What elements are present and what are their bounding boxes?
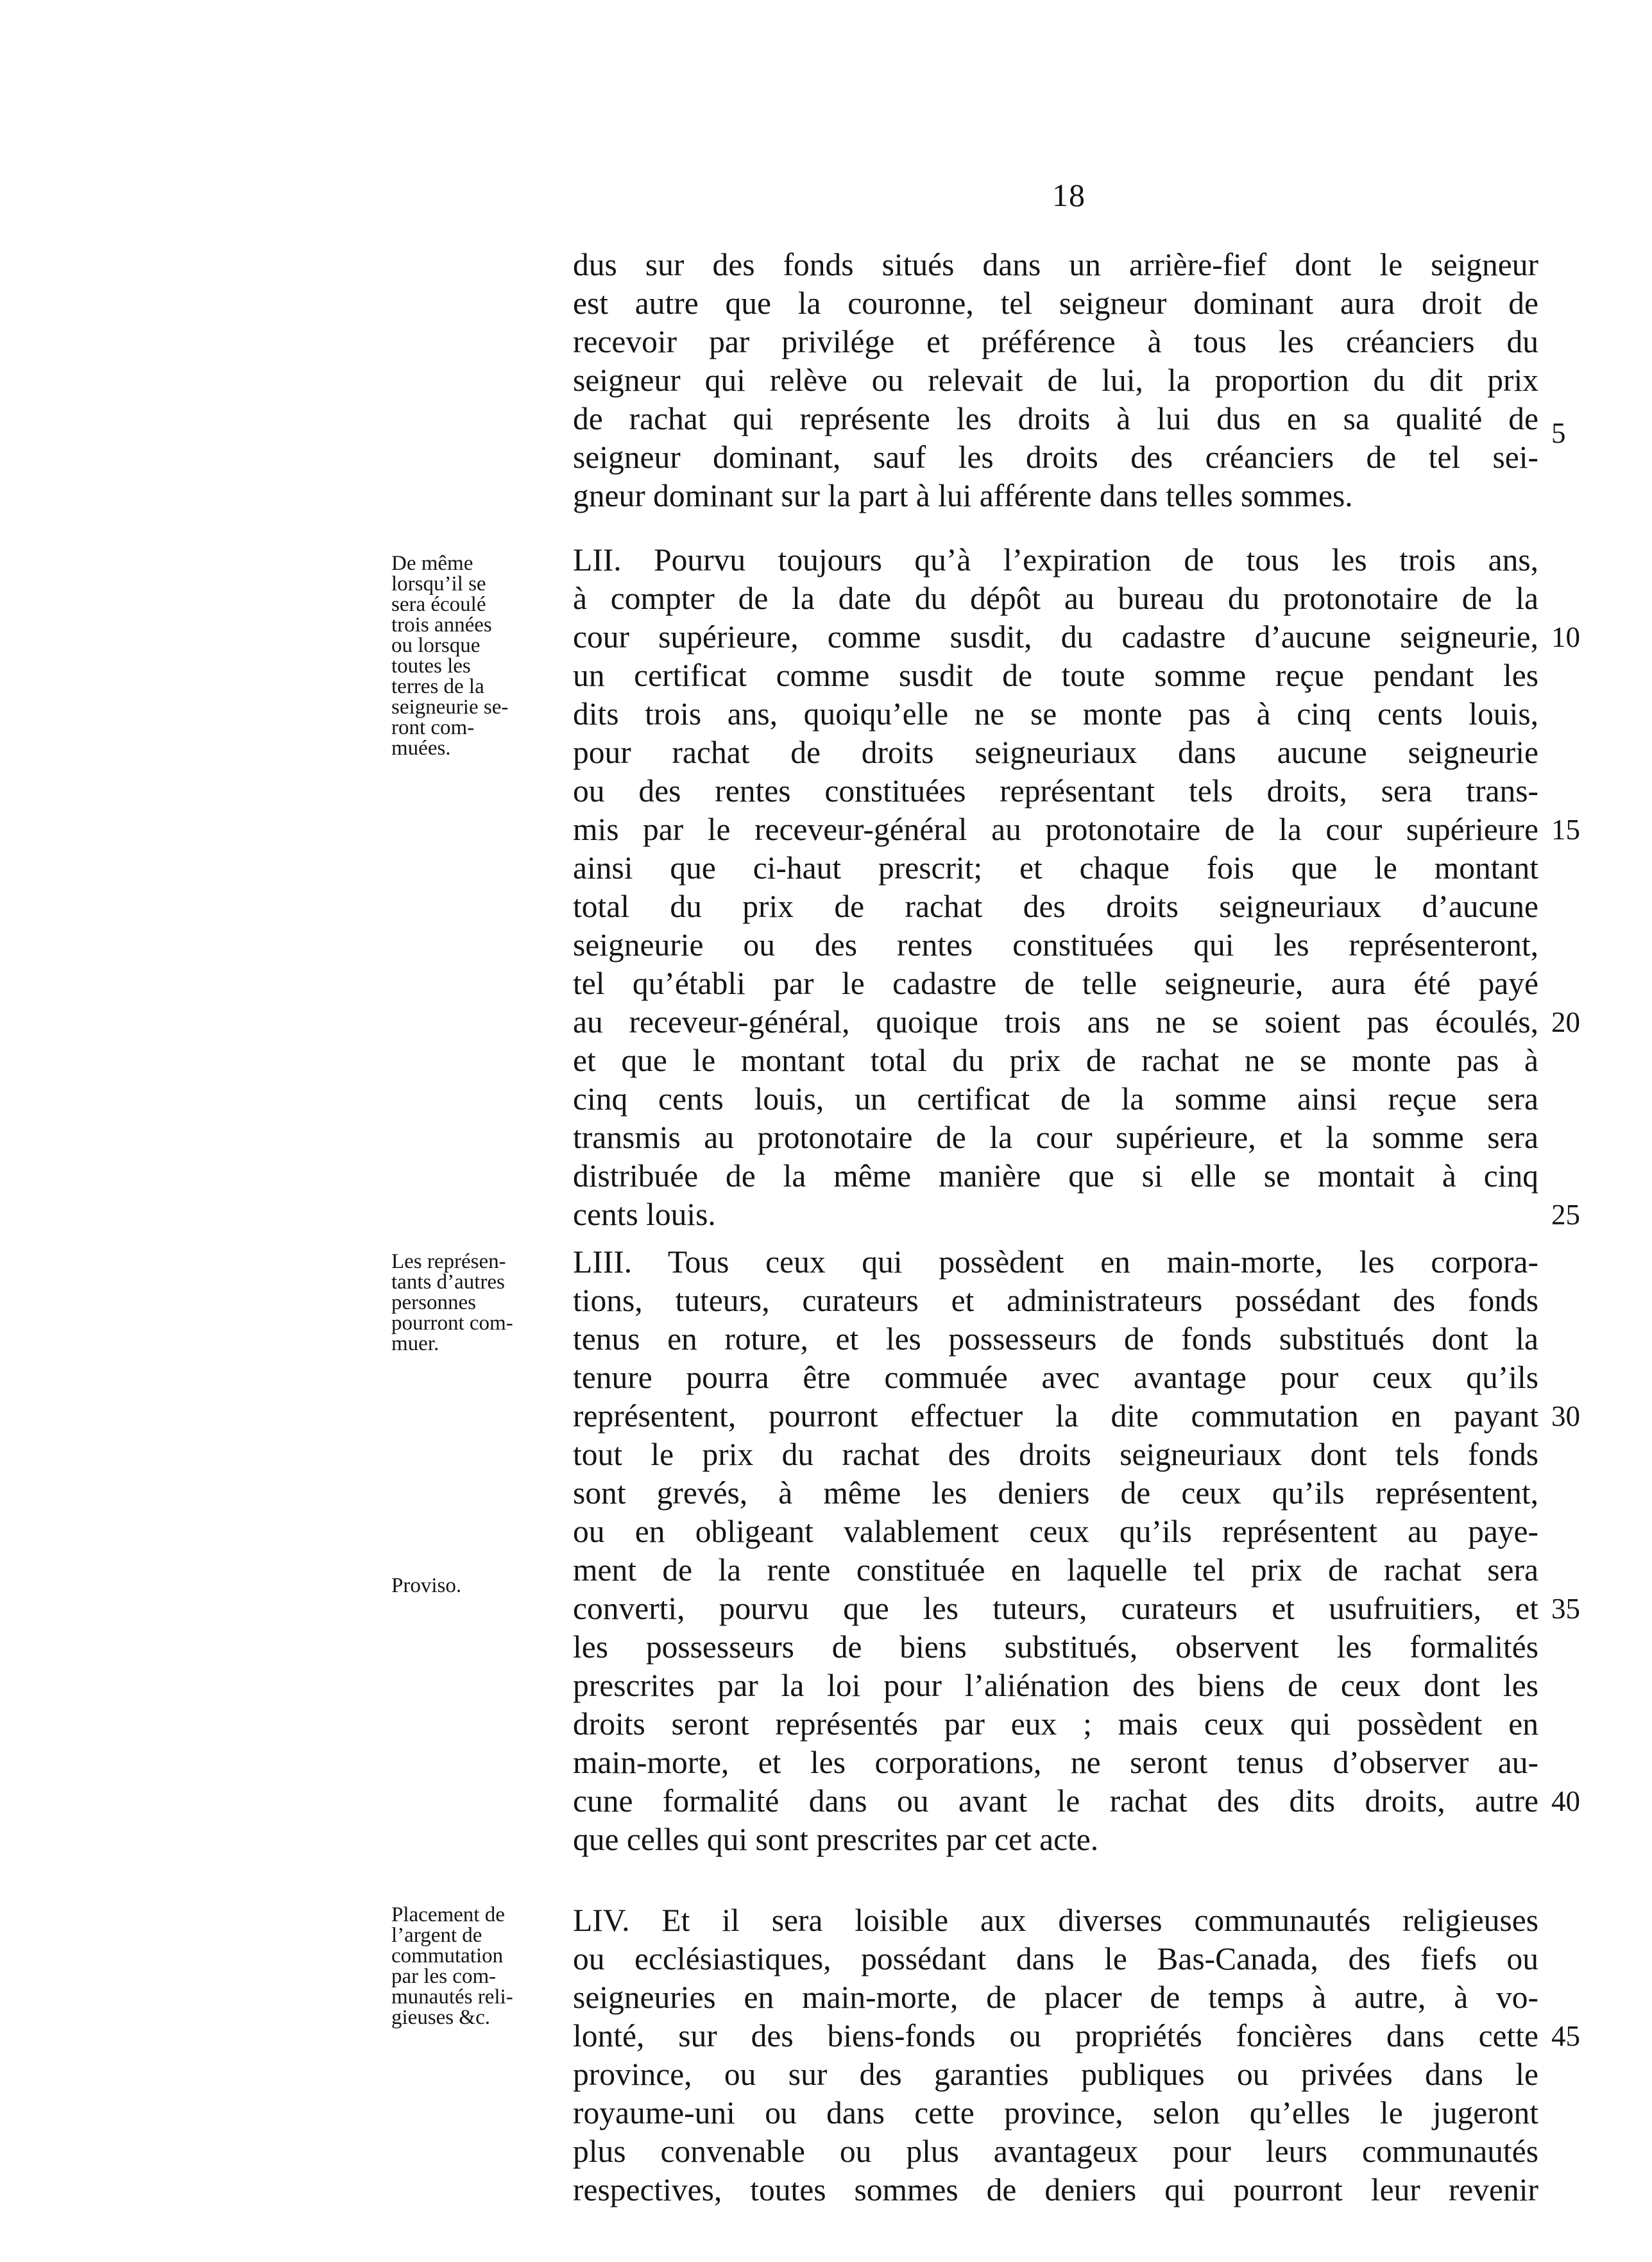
section-heading-line: LII. Pourvu toujours qu’à l’expiration de tous les trois ans, (573, 542, 1538, 578)
margin-note-line: commutation (391, 1944, 504, 1967)
text-line: est autre que la couronne, tel seigneur dominant aura droit de (573, 286, 1538, 321)
margin-note-line: muées. (391, 737, 451, 760)
margin-note-line: trois années (391, 613, 492, 637)
line-number: 10 (1551, 621, 1580, 653)
line-number: 40 (1551, 1785, 1580, 1817)
text-line: et que le montant total du prix de rachat ne se monte pas à (573, 1043, 1538, 1078)
text-line: droits seront représentés par eux ; mais ceux qui possèdent en (573, 1706, 1538, 1742)
section-heading-line: LIV. Et il sera loisible aux diverses communautés religieuses (573, 1903, 1538, 1938)
margin-note-line: par les com- (391, 1965, 497, 1988)
text-line: province, ou sur des garanties publiques ou privées dans le (573, 2057, 1538, 2092)
section-liii (573, 1243, 1538, 1859)
text-line: distribuée de la même manière que si elle se montait à cinq (573, 1158, 1538, 1194)
text-line: sont grevés, à même les deniers de ceux qu’ils représentent, (573, 1475, 1538, 1511)
margin-note-line: Placement de (391, 1903, 505, 1926)
text-line: cune formalité dans ou avant le rachat des dits droits, autre (573, 1783, 1538, 1819)
line-number: 35 (1551, 1593, 1580, 1625)
line-number: 15 (1551, 814, 1580, 846)
margin-note-line: tants d’autres (391, 1271, 505, 1294)
text-line: ment de la rente constituée en laquelle tel prix de rachat sera (573, 1552, 1538, 1588)
text-line: les possesseurs de biens substitués, observent les formalités (573, 1629, 1538, 1665)
paragraph-continuation (573, 246, 1538, 515)
text-line: représentent, pourront effectuer la dite commutation en payant (573, 1398, 1538, 1434)
text-line: tout le prix du rachat des droits seigneuriaux dont tels fonds (573, 1437, 1538, 1472)
text-line: ainsi que ci-haut prescrit; et chaque fois que le montant (573, 850, 1538, 886)
text-line: tenus en roture, et les possesseurs de fonds substitués dont la (573, 1321, 1538, 1357)
line-number: 20 (1551, 1006, 1580, 1038)
text-line: que celles qui sont prescrites par cet acte. (573, 1822, 1099, 1857)
margin-note-line: terres de la (391, 675, 484, 698)
margin-note-liv (391, 1905, 558, 2028)
text-line: transmis au protonotaire de la cour supérieure, et la somme sera (573, 1120, 1538, 1155)
line-number: 5 (1551, 417, 1566, 449)
margin-note-line: ront com- (391, 716, 475, 739)
text-line: main-morte, et les corporations, ne seront tenus d’observer au- (573, 1745, 1538, 1780)
margin-note-line: Les représen- (391, 1250, 506, 1273)
margin-note-line: personnes (391, 1291, 476, 1314)
text-line: seigneur dominant, sauf les droits des créanciers de tel sei- (573, 440, 1538, 475)
text-line: pour rachat de droits seigneuriaux dans aucune seigneurie (573, 735, 1538, 770)
page-number: 18 (1052, 177, 1086, 213)
text-line: converti, pourvu que les tuteurs, curateurs et usufruitiers, et (573, 1591, 1538, 1626)
text-line: seigneuries en main-morte, de placer de temps à autre, à vo- (573, 1980, 1538, 2015)
text-line: cents louis. (573, 1197, 716, 1232)
text-line: tions, tuteurs, curateurs et administrateurs possédant des fonds (573, 1283, 1538, 1318)
section-heading-line: LIII. Tous ceux qui possèdent en main-morte, les corpora- (573, 1244, 1538, 1280)
section-lii (573, 541, 1538, 1234)
text-line: un certificat comme susdit de toute somme reçue pendant les (573, 658, 1538, 693)
margin-note-proviso (391, 1575, 558, 1596)
text-line: au receveur-général, quoique trois ans ne se soient pas écoulés, (573, 1004, 1538, 1040)
text-line: total du prix de rachat des droits seigneuriaux d’aucune (573, 889, 1538, 924)
text-line: seigneurie ou des rentes constituées qui les représenteront, (573, 927, 1538, 963)
text-line: de rachat qui représente les droits à lui dus en sa qualité de (573, 401, 1538, 436)
text-line: prescrites par la loi pour l’aliénation des biens de ceux dont les (573, 1668, 1538, 1703)
text-line: dus sur des fonds situés dans un arrière-fief dont le seigneur (573, 247, 1538, 282)
margin-note-line: Proviso. (391, 1574, 462, 1597)
text-line: tenure pourra être commuée avec avantage pour ceux qu’ils (573, 1360, 1538, 1395)
text-line: cinq cents louis, un certificat de la somme ainsi reçue sera (573, 1081, 1538, 1117)
margin-note-line: l’argent de (391, 1924, 482, 1947)
text-line: dits trois ans, quoiqu’elle ne se monte pas à cinq cents louis, (573, 696, 1538, 732)
line-number: 25 (1551, 1199, 1580, 1231)
text-line: tel qu’établi par le cadastre de telle seigneurie, aura été payé (573, 966, 1538, 1001)
text-line: royaume-uni ou dans cette province, selon qu’elles le jugeront (573, 2095, 1538, 2130)
text-line: recevoir par privilége et préférence à tous les créanciers du (573, 324, 1538, 359)
margin-note-line: munautés reli- (391, 1985, 513, 2009)
text-line: ou en obligeant valablement ceux qu’ils représentent au paye- (573, 1514, 1538, 1549)
text-line: ou des rentes constituées représentant tels droits, sera trans- (573, 773, 1538, 809)
text-line: lonté, sur des biens-fonds ou propriétés foncières dans cette (573, 2018, 1538, 2053)
margin-note-line: ou lorsque (391, 634, 481, 657)
line-number: 45 (1551, 2020, 1580, 2052)
margin-note-line: toutes les (391, 655, 471, 678)
line-number: 30 (1551, 1400, 1580, 1432)
margin-note-line: seigneurie se- (391, 696, 509, 719)
margin-note-line: sera écoulé (391, 593, 486, 616)
text-line: respectives, toutes sommes de deniers qui pourront leur revenir (573, 2172, 1538, 2207)
text-line: cour supérieure, comme susdit, du cadastre d’aucune seigneurie, (573, 619, 1538, 655)
text-line: mis par le receveur-général au protonotaire de la cour supérieure (573, 812, 1538, 847)
text-line: ou ecclésiastiques, possédant dans le Bas-Canada, des fiefs ou (573, 1941, 1538, 1976)
section-liv (573, 1901, 1538, 2209)
margin-note-line: gieuses &c. (391, 2006, 490, 2029)
text-line: seigneur qui relève ou relevait de lui, la proportion du dit prix (573, 363, 1538, 398)
text-line: gneur dominant sur la part à lui afférente dans telles sommes. (573, 478, 1353, 513)
text-line: à compter de la date du dépôt au bureau du protonotaire de la (573, 581, 1538, 616)
text-line: plus convenable ou plus avantageux pour leurs communautés (573, 2134, 1538, 2169)
margin-note-line: muer. (391, 1332, 439, 1355)
margin-note-lii (391, 553, 558, 758)
margin-note-line: lorsqu’il se (391, 572, 486, 595)
margin-note-line: pourront com- (391, 1312, 513, 1335)
margin-note-liii (391, 1251, 558, 1354)
margin-note-line: De même (391, 552, 473, 575)
